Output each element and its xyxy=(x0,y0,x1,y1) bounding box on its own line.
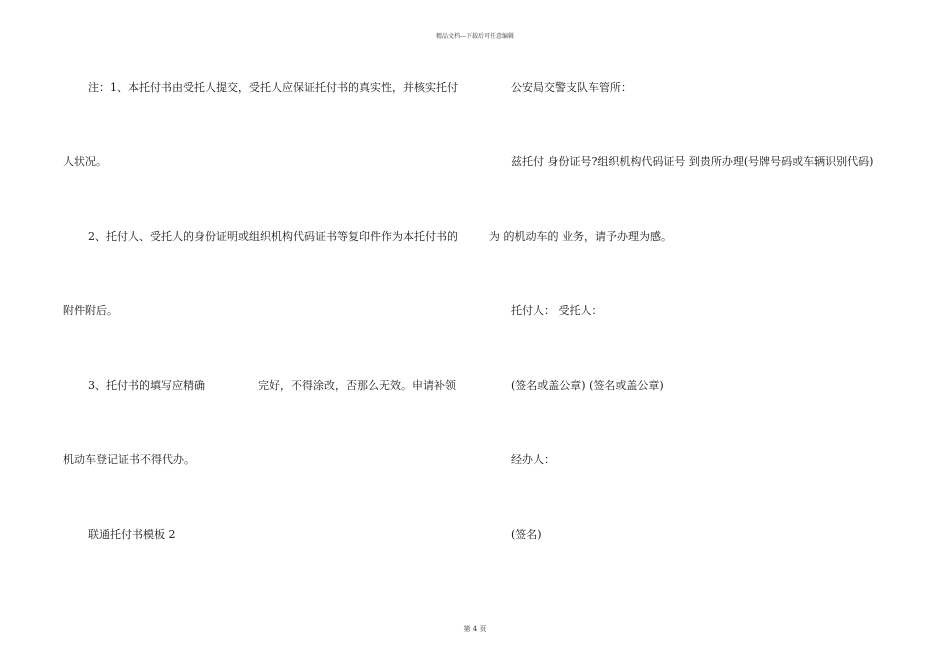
signature-seal-line: (签名或盖公章) (签名或盖公章) xyxy=(511,379,664,392)
note-1-line-2: 人状况。 xyxy=(63,155,107,168)
note-3-line-2: 机动车登记证书不得代办。 xyxy=(63,453,195,466)
template-title: 联通托付书模板 2 xyxy=(88,528,176,541)
parties-line: 托付人： 受托人： xyxy=(511,304,603,317)
addressee-line: 公安局交警支队车管所： xyxy=(511,81,632,94)
note-3-line-1a: 3、托付书的填写应精确 xyxy=(88,379,205,392)
note-1-line-1: 注：1、本托付书由受托人提交，受托人应保证托付书的真实性，并核实托付 xyxy=(88,81,458,94)
vehicle-business-line: 为 的机动车的 业务，请予办理为感。 xyxy=(489,230,672,243)
page-header: 精品文档---下载后可任意编辑 xyxy=(435,33,515,40)
entrust-line: 兹托付 身份证号?组织机构代码证号 到贵所办理(号牌号码或车辆识别代码) xyxy=(511,155,874,168)
note-2-line-1: 2、托付人、受托人的身份证明或组织机构代码证书等复印件作为本托付书的 xyxy=(88,230,458,243)
note-3-line-1b: 完好，不得涂改，否那么无效。申请补领 xyxy=(258,379,456,392)
page-number: 第 4 页 xyxy=(463,625,487,633)
note-2-line-2: 附件附后。 xyxy=(63,304,118,317)
handler-line: 经办人： xyxy=(511,453,555,466)
handler-signature-line: (签名) xyxy=(511,528,542,541)
